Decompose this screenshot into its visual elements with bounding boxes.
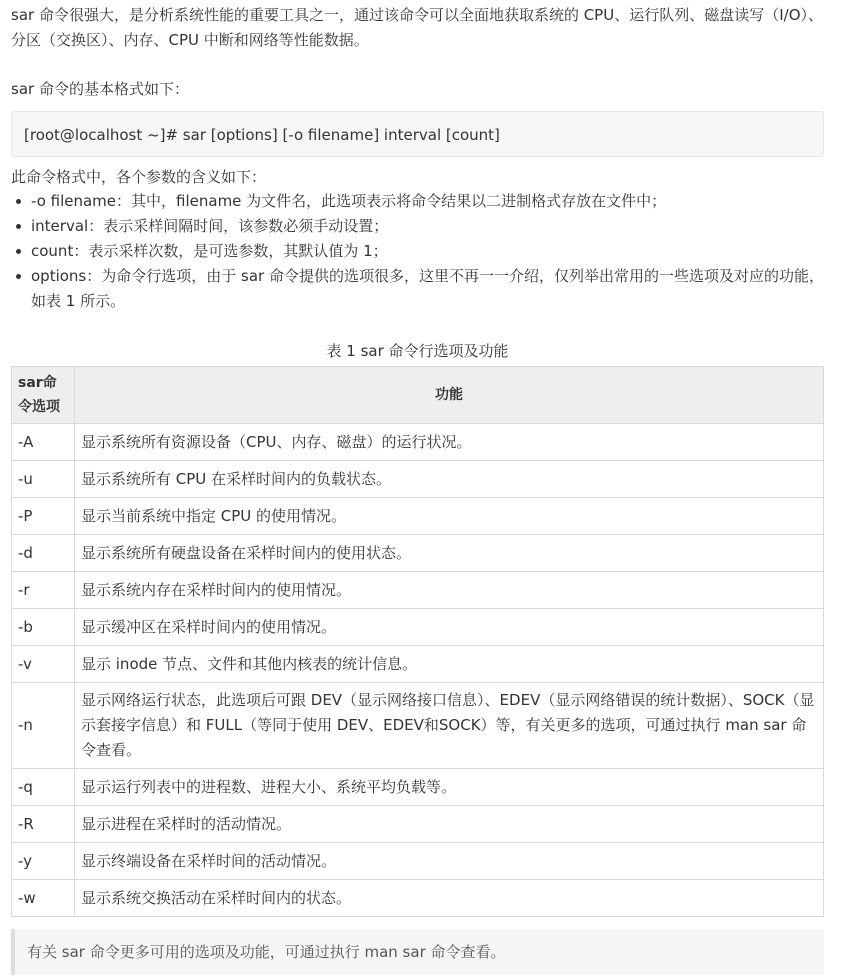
option-cell: -b [12,609,75,646]
function-cell: 显示进程在采样时的活动情况。 [75,806,824,843]
function-cell: 显示系统所有硬盘设备在采样时间内的使用状态。 [75,535,824,572]
option-cell: -r [12,572,75,609]
table-row [12,646,824,683]
list-item: -o filename：其中，filename 为文件名，此选项表示将命令结果以二进制格式存放在文件中； [31,189,824,214]
option-cell: -y [12,843,75,880]
option-cell: -A [12,424,75,461]
function-cell: 显示运行列表中的进程数、进程大小、系统平均负载等。 [75,769,824,806]
options-table [11,366,824,917]
function-cell: 显示 inode 节点、文件和其他内核表的统计信息。 [75,646,824,683]
option-cell: -R [12,806,75,843]
format-label: sar 命令的基本格式如下： [11,80,189,98]
function-cell: 显示缓冲区在采样时间内的使用情况。 [75,609,824,646]
table-row [12,880,824,917]
table-row [12,498,824,535]
table-row [12,535,824,572]
table-row [12,609,824,646]
table-row [12,572,824,609]
table-row [12,424,824,461]
column-header-option: sar命令选项 [12,367,75,424]
params-label: 此命令格式中，各个参数的含义如下： [11,168,267,186]
note-blockquote [11,929,824,975]
option-cell: -q [12,769,75,806]
table-row [12,843,824,880]
option-cell: -P [12,498,75,535]
function-cell: 显示系统所有资源设备（CPU、内存、磁盘）的运行状况。 [75,424,824,461]
article-body [11,3,824,975]
option-cell: -n [12,683,75,769]
table-header-row [12,367,824,424]
option-cell: -w [12,880,75,917]
function-cell: 显示系统所有 CPU 在采样时间内的负载状态。 [75,461,824,498]
params-list [11,189,824,314]
option-cell: -u [12,461,75,498]
table-row [12,769,824,806]
code-block [11,111,824,157]
column-header-function: 功能 [75,367,824,424]
table-row [12,683,824,769]
function-cell: 显示系统交换活动在采样时间内的状态。 [75,880,824,917]
list-item: options：为命令行选项，由于 sar 命令提供的选项很多，这里不再一一介绍，仅列举出常用的一些选项及对应的功能，如表 1 所示。 [31,264,824,314]
option-cell: -d [12,535,75,572]
intro-paragraph: sar 命令很强大，是分析系统性能的重要工具之一，通过该命令可以全面地获取系统的 CPU、运行队列、磁盘读写（I/O）、分区（交换区）、内存、CPU 中断和网络等性能数据。 [11,6,823,49]
table-row [12,461,824,498]
list-item: interval：表示采样间隔时间，该参数必须手动设置； [31,214,824,239]
function-cell: 显示网络运行状态，此选项后可跟 DEV（显示网络接口信息）、EDEV（显示网络错误的统计数据）、SOCK（显示套接字信息）和 FULL（等同于使用 DEV、EDEV和SOCK）等，有关更多的选项，可通过执行 man sar 命令查看。 [75,683,824,769]
function-cell: 显示当前系统中指定 CPU 的使用情况。 [75,498,824,535]
function-cell: 显示终端设备在采样时间的活动情况。 [75,843,824,880]
table-row [12,806,824,843]
option-cell: -v [12,646,75,683]
code-text: [root@localhost ~]# sar [options] [-o filename] interval [count] [24,126,500,144]
table-caption: 表 1 sar 命令行选项及功能 [326,342,509,360]
function-cell: 显示系统内存在采样时间内的使用情况。 [75,572,824,609]
list-item: count：表示采样次数，是可选参数，其默认值为 1； [31,239,824,264]
note-text: 有关 sar 命令更多可用的选项及功能，可通过执行 man sar 命令查看。 [27,943,506,961]
